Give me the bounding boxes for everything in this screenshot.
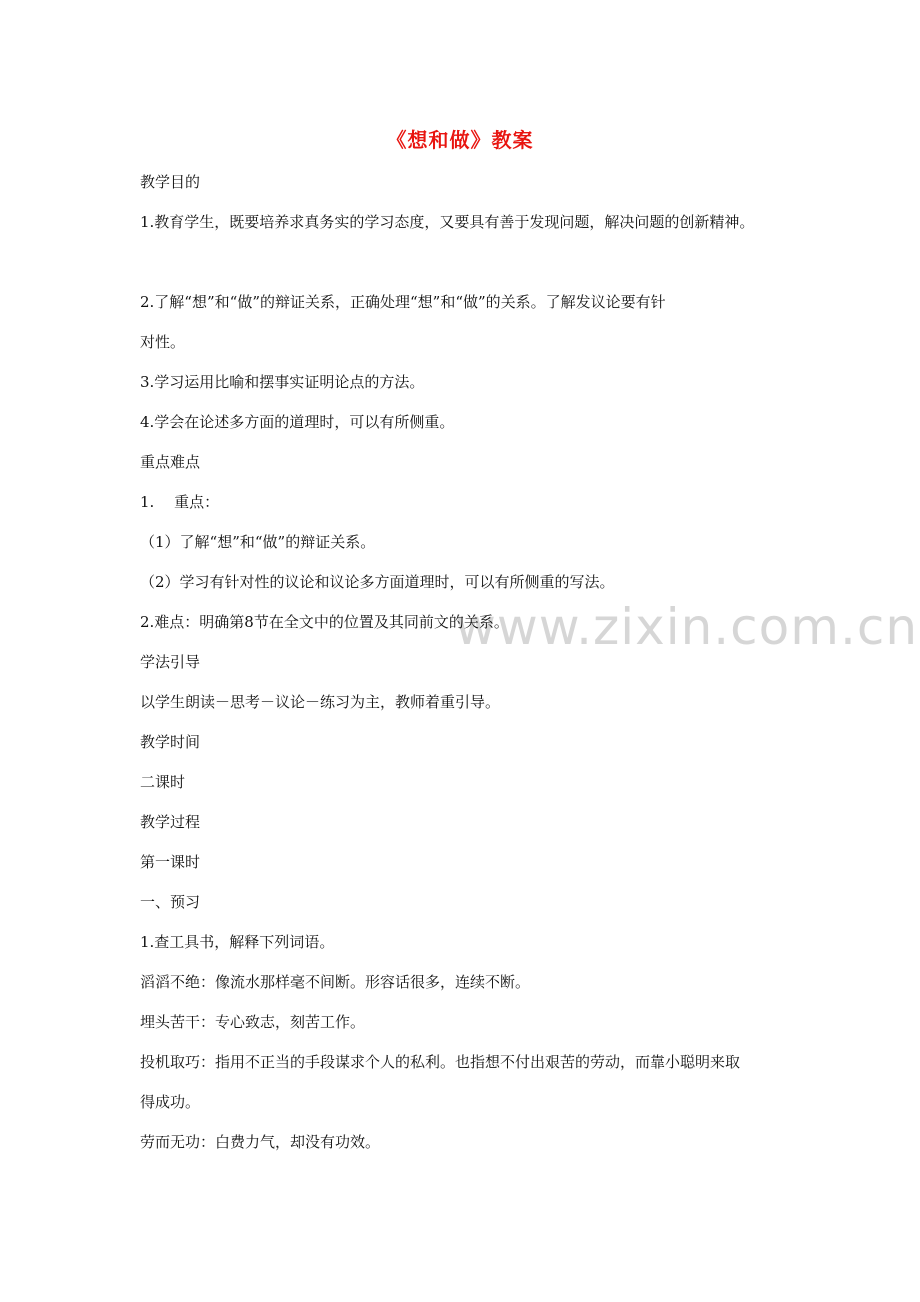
document-title: 《想和做》教案: [386, 128, 534, 152]
objective-2: 2.了解“想”和“做”的辩证关系，正确处理“想”和“做”的关系。了解发议论要有针: [140, 293, 666, 311]
preview-heading: 一、预习: [140, 893, 201, 911]
vocab-4: 劳而无功：白费力气，却没有功效。: [140, 1133, 381, 1151]
vocab-1: 滔滔不绝：像流水那样毫不间断。形容话很多，连续不断。: [140, 973, 531, 991]
lesson-heading: 第一课时: [140, 853, 201, 871]
difficulty: 2.难点：明确第8节在全文中的位置及其同前文的关系。: [140, 613, 509, 631]
section-heading-time: 教学时间: [140, 733, 201, 751]
vocab-2: 埋头苦干：专心致志，刻苦工作。: [140, 1013, 366, 1031]
method-text: 以学生朗读－思考－议论－练习为主，教师着重引导。: [140, 693, 501, 711]
watermark: www.zixin.com.cn: [455, 598, 919, 656]
objective-3: 3.学习运用比喻和摆事实证明论点的方法。: [140, 373, 425, 391]
objective-2-continued: 对性。: [140, 333, 186, 351]
section-heading-objectives: 教学目的: [140, 173, 201, 191]
time-text: 二课时: [140, 773, 186, 791]
vocab-3: 投机取巧：指用不正当的手段谋求个人的私利。也指想不付出艰苦的劳动，而靠小聪明来取: [140, 1053, 741, 1071]
key-point-2: （2）学习有针对性的议论和议论多方面道理时，可以有所侧重的写法。: [140, 573, 615, 591]
section-heading-method: 学法引导: [140, 653, 201, 671]
section-heading-process: 教学过程: [140, 813, 201, 831]
section-heading-key-points: 重点难点: [140, 453, 201, 471]
vocab-3-continued: 得成功。: [140, 1093, 201, 1111]
key-point-heading: 1. 重点：: [140, 493, 220, 511]
objective-1: 1.教育学生，既要培养求真务实的学习态度，又要具有善于发现问题，解决问题的创新精神。: [140, 213, 755, 231]
key-point-1: （1）了解“想”和“做”的辩证关系。: [140, 533, 376, 551]
objective-4: 4.学会在论述多方面的道理时，可以有所侧重。: [140, 413, 455, 431]
preview-task: 1.查工具书，解释下列词语。: [140, 933, 335, 951]
